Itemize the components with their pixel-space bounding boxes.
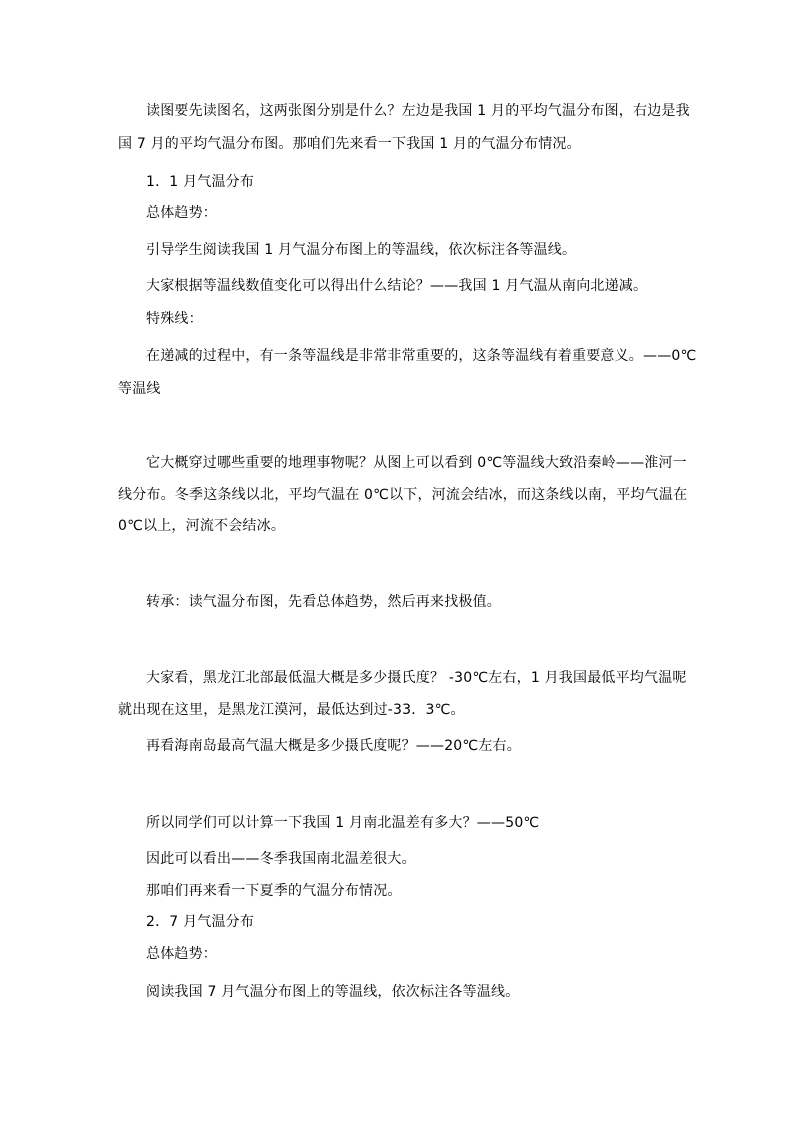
paragraph-line: 等温线 <box>118 381 161 397</box>
paragraph-line: 引导学生阅读我国 1 月气温分布图上的等温线，依次标注各等温线。 <box>146 242 577 258</box>
paragraph-line: 在递减的过程中，有一条等温线是非常非常重要的，这条等温线有着重要意义。——0℃ <box>146 348 697 364</box>
paragraph-line: 所以同学们可以计算一下我国 1 月南北温差有多大？——50℃ <box>146 815 540 831</box>
paragraph-line: 就出现在这里，是黑龙江漠河，最低达到过-33．3℃。 <box>118 702 465 718</box>
paragraph-line: 0℃以上，河流不会结冰。 <box>118 518 286 534</box>
paragraph-line: 大家根据等温线数值变化可以得出什么结论？——我国 1 月气温从南向北递减。 <box>146 278 648 294</box>
paragraph-line: 读图要先读图名，这两张图分别是什么？左边是我国 1 月的平均气温分布图，右边是我 <box>146 103 690 119</box>
paragraph-line: 因此可以看出——冬季我国南北温差很大。 <box>146 851 416 867</box>
section-heading: 1．1 月气温分布 <box>146 174 255 190</box>
paragraph-line: 大家看，黑龙江北部最低温大概是多少摄氏度？ -30℃左右，1 月我国最低平均气温呢 <box>146 670 687 686</box>
subheading: 特殊线： <box>146 311 203 327</box>
paragraph-line: 国 7 月的平均气温分布图。那咱们先来看一下我国 1 月的气温分布情况。 <box>118 136 581 152</box>
section-heading: 2．7 月气温分布 <box>146 914 255 930</box>
paragraph-line: 那咱们再来看一下夏季的气温分布情况。 <box>146 883 402 899</box>
subheading: 总体趋势： <box>146 946 217 962</box>
paragraph-line: 线分布。冬季这条线以北，平均气温在 0℃以下，河流会结冰，而这条线以南，平均气温在 <box>118 487 688 503</box>
paragraph-line: 它大概穿过哪些重要的地理事物呢？从图上可以看到 0℃等温线大致沿秦岭——淮河一 <box>146 455 687 471</box>
paragraph-line: 阅读我国 7 月气温分布图上的等温线，依次标注各等温线。 <box>146 984 520 1000</box>
paragraph-line: 转承：读气温分布图，先看总体趋势，然后再来找极值。 <box>146 594 501 610</box>
subheading: 总体趋势： <box>146 205 217 221</box>
paragraph-line: 再看海南岛最高气温大概是多少摄氏度呢？——20℃左右。 <box>146 738 521 754</box>
